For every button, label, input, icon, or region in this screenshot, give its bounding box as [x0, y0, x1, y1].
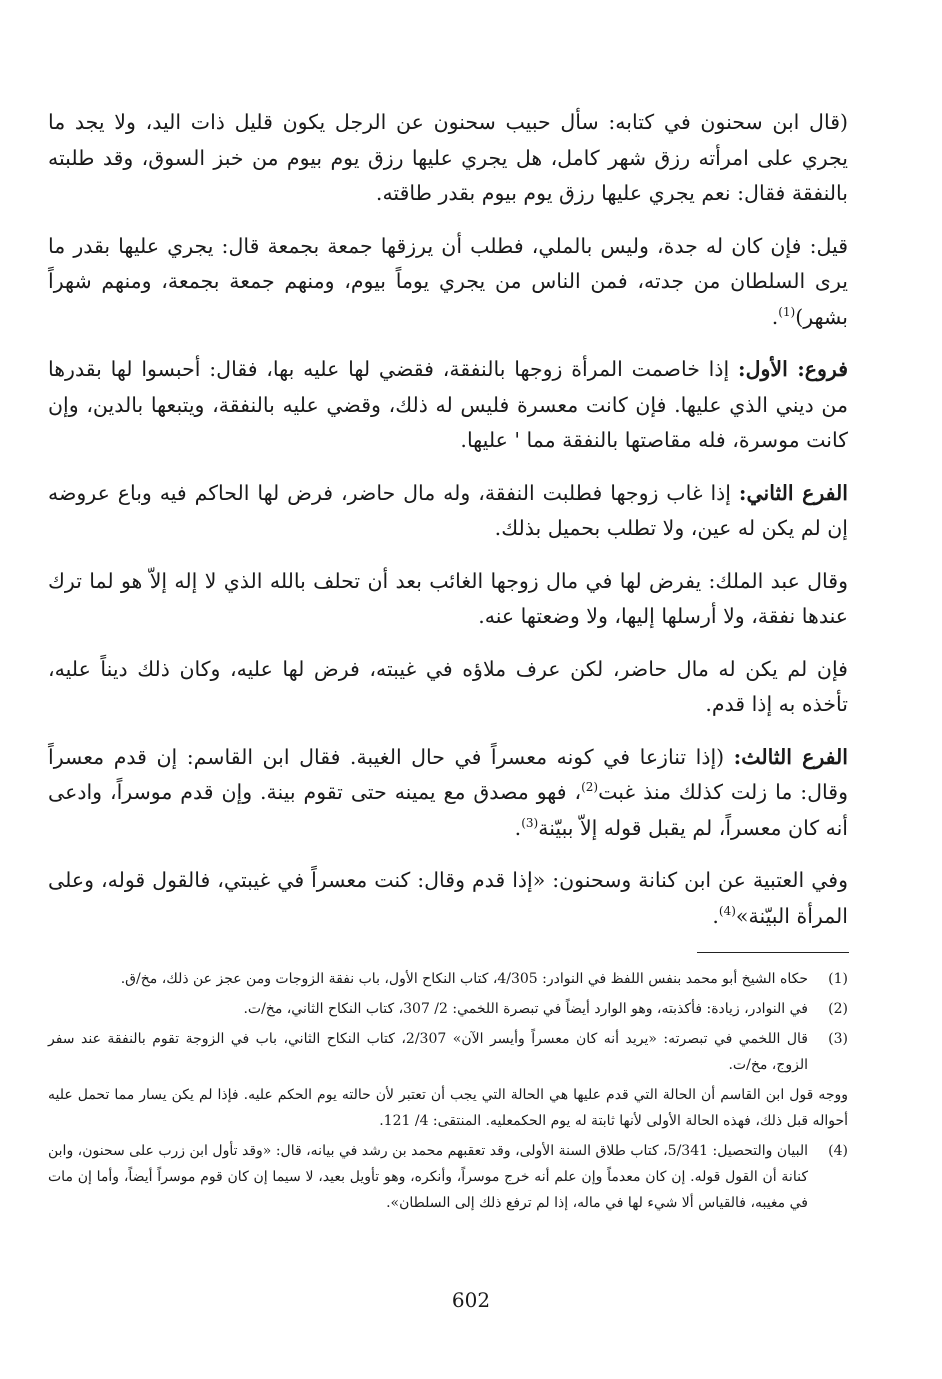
paragraph-text: (إذا تنازعا في كونه معسراً في حال الغيبة. فقال ابن القاسم: إن قدم معسراً وقال: ما زلت كذلك منذ غبت — [48, 744, 848, 804]
paragraph-7 — [48, 740, 848, 847]
footnote-ref: (1) — [778, 304, 796, 319]
paragraph-text: قيل: فإن كان له جدة، وليس بالملي، فطلب أن يرزقها جمعة بجمعة قال: يجري عليها بقدر ما يرى السلطان من جدته، فمن الناس من يجري يوماً بيوم، ومنهم جمعة بجمعة، ومنهم شهراً بشهر) — [48, 233, 848, 329]
footnote — [48, 966, 848, 992]
paragraph-text-end: . — [712, 903, 719, 928]
footnote-text: قال اللخمي في تبصرته: «يريد أنه كان معسراً وأيسر الآن» 2/307، كتاب النكاح الثاني، باب في الزوجة تقوم بالنفقة عند سفر الزوج، مخ/ت. — [48, 1031, 808, 1073]
footnote — [48, 1026, 848, 1078]
footnote-text: البيان والتحصيل: 5/341، كتاب طلاق السنة الأولى، وقد تعقبهم محمد بن رشد في بيانه، قال: «وقد تأول ابن زرب على سحنون، وابن كنانة أن القول قوله. إن كان معدماً وإن علم أنه خرج موسراً، وأنكره، وهو تأويل بعيد، لا سيما إن كان قوم موسراً أيضاً، وأما إن مات في مغيبه، فالقياس ألا شيء لها في ماله، إذا لم ترفع ذلك إلى السلطان». — [48, 1143, 809, 1211]
paragraph-2 — [48, 229, 848, 336]
footnote-number: (1) — [828, 971, 848, 987]
footnote-text: ووجه قول ابن القاسم أن الحالة التي قدم عليها هي الحالة التي يجب أن تعتبر لأن حالته يوم الحكم عليه. فإذا لم يكن يسار مما تحمل عليه أحواله قبل ذلك، فهذه الحالة الأولى لأنها ثابتة له يوم الحكمعليه. المنتقى: 4/ 121. — [48, 1087, 849, 1129]
footnotes — [48, 966, 848, 1220]
paragraph-text: إذا غاب زوجها فطلبت النفقة، وله مال حاضر، فرض لها الحاكم فيه وباع عروضه إن لم يكن له عين، ولا تطلب بحميل بذلك. — [48, 480, 848, 540]
paragraph-6 — [48, 652, 848, 723]
footnote-number: (3) — [828, 1031, 848, 1047]
paragraph-1 — [48, 105, 848, 212]
paragraph-4 — [48, 476, 848, 547]
footnote-divider — [697, 952, 849, 953]
footnote-ref: (2) — [581, 780, 599, 795]
section-heading: الفرع الثالث: — [733, 744, 848, 769]
paragraph-text-end: . — [514, 815, 522, 840]
paragraph-text: وفي العتبية عن ابن كنانة وسحنون: «إذا قدم وقال: كنت معسراً في غيبتي، فالقول قوله، وعلى المرأة البيّنة» — [48, 868, 848, 928]
footnote-number: (4) — [828, 1143, 848, 1159]
paragraph-text: إذا خاصمت المرأة زوجها بالنفقة، فقضي لها عليه بها، فقال: أحبسوا لها بقدرها من ديني الذي عليها. فإن كانت معسرة فليس له ذلك، وقضي عليه بالنفقة، ويتبعها بالدين، وإن كانت موسرة، فله مقاصتها بالنفقة مما ' عليها. — [48, 357, 848, 452]
footnote — [48, 996, 848, 1022]
paragraph-text-end: . — [771, 304, 779, 329]
footnote-text: في النوادر، زيادة: فأكذبته، وهو الوارد أيضاً في تبصرة اللخمي: 2/ 307، كتاب النكاح الثاني، مخ/ت. — [243, 1001, 808, 1017]
footnote-ref: (4) — [718, 903, 736, 918]
paragraph-text: (قال ابن سحنون في كتابه: سأل حبيب سحنون عن الرجل يكون قليل ذات اليد، ولا يجد ما يجري على امرأته رزق شهر كامل، هل يجري عليها رزق يوم بيوم من خبز السوق، وقد طلبته بالنفقة فقال: نعم يجري عليها رزق يوم بيوم بقدر طاقته. — [48, 110, 848, 205]
footnote-text: حكاه الشيخ أبو محمد بنفس اللفظ في النوادر: 4/305، كتاب النكاح الأول، باب نفقة الزوجات ومن عجز عن ذلك، مخ/ق. — [120, 971, 808, 987]
paragraph-8 — [48, 863, 848, 934]
footnote-continuation — [48, 1082, 848, 1134]
footnote-number: (2) — [828, 1001, 848, 1017]
paragraph-5 — [48, 564, 848, 635]
footnote — [48, 1138, 848, 1216]
section-heading: الفرع الثاني: — [738, 480, 848, 505]
paragraph-text: ، فهو مصدق مع يمينه حتى تقوم بينة. وإن قدم موسراً، وادعى أنه كان معسراً، لم يقبل قوله إلاّ ببيّنة — [48, 780, 848, 840]
paragraph-3 — [48, 352, 848, 459]
main-text — [48, 105, 848, 951]
paragraph-text: فإن لم يكن له مال حاضر، لكن عرف ملاؤه في غيبته، فرض لها عليه، وكان ذلك ديناً عليه، تأخذه به إذا قدم. — [48, 656, 848, 716]
page-number: 602 — [451, 1288, 491, 1312]
footnote-ref: (3) — [521, 815, 539, 830]
paragraph-text: وقال عبد الملك: يفرض لها في مال زوجها الغائب بعد أن تحلف بالله الذي لا إله إلاّ هو لما ترك عندها نفقة، ولا أرسلها إليها، ولا وضعتها عنه. — [48, 568, 848, 628]
section-heading: فروع: الأول: — [738, 357, 848, 381]
